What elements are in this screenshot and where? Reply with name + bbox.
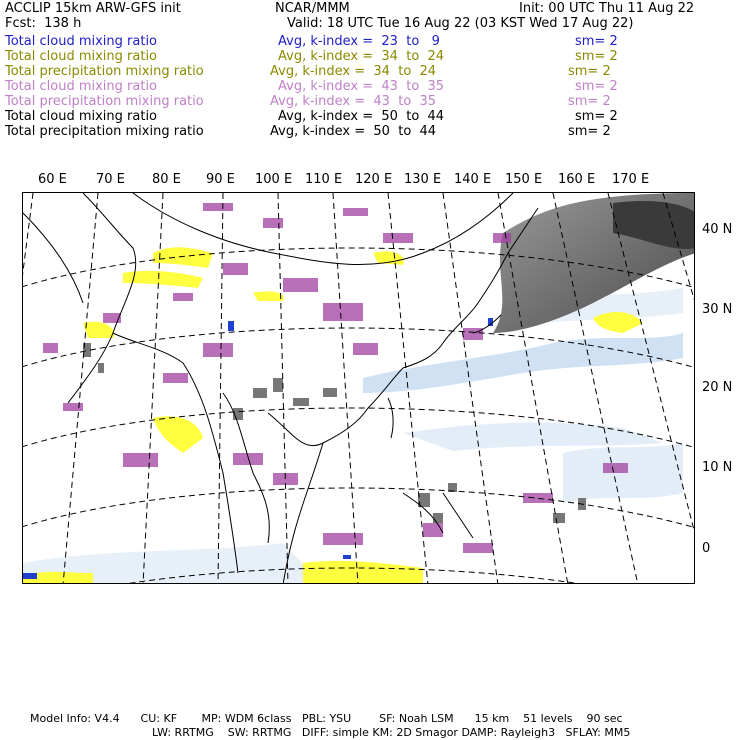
field-avg: Avg, k-index = 43 to 35 — [278, 79, 445, 94]
model-info-line2: LW: RRTMG SW: RRTMG DIFF: simple KM: 2D Smagor DAMP: Rayleigh3 SFLAY: MM5 — [152, 726, 631, 739]
field-sm: sm= 2 — [575, 79, 618, 94]
lat-label: 20 N — [702, 380, 733, 395]
model-info-line1: Model Info: V4.4 CU: KF MP: WDM 6class PBL: YSU SF: Noah LSM 15 km 51 levels 90 sec — [30, 712, 623, 725]
org-label: NCAR/MMM — [275, 1, 350, 16]
lon-label: 130 E — [404, 172, 442, 187]
field-name: Total precipitation mixing ratio — [5, 124, 204, 139]
lat-label: 30 N — [702, 302, 733, 317]
lat-label: 0 — [702, 541, 711, 556]
field-avg: Avg, k-index = 23 to 9 — [278, 34, 440, 49]
map-canvas — [23, 193, 695, 584]
field-sm: sm= 2 — [575, 49, 618, 64]
low-cloud-strong — [23, 318, 493, 579]
lon-label: 160 E — [558, 172, 596, 187]
field-name: Total cloud mixing ratio — [5, 49, 158, 64]
lon-label: 100 E — [255, 172, 293, 187]
field-name: Total cloud mixing ratio — [5, 109, 158, 124]
field-name: Total precipitation mixing ratio — [5, 64, 204, 79]
lon-label: 120 E — [355, 172, 393, 187]
field-avg: Avg, k-index = 34 to 24 — [278, 49, 445, 64]
field-avg: Avg, k-index = 43 to 35 — [270, 94, 437, 109]
lat-label: 40 N — [702, 222, 733, 237]
field-name: Total cloud mixing ratio — [5, 34, 158, 49]
field-avg: Avg, k-index = 34 to 24 — [270, 64, 437, 79]
lon-label: 60 E — [38, 172, 67, 187]
field-sm: sm= 2 — [568, 94, 611, 109]
valid-time: Valid: 18 UTC Tue 16 Aug 22 (03 KST Wed 17 Aug 22) — [287, 16, 634, 31]
field-name: Total cloud mixing ratio — [5, 79, 158, 94]
init-time: Init: 00 UTC Thu 11 Aug 22 — [519, 1, 695, 16]
lon-label: 80 E — [152, 172, 181, 187]
lon-label: 70 E — [96, 172, 125, 187]
field-name: Total precipitation mixing ratio — [5, 94, 204, 109]
field-avg: Avg, k-index = 50 to 44 — [270, 124, 437, 139]
lon-label: 170 E — [612, 172, 650, 187]
forecast-hour: Fcst: 138 h — [5, 16, 82, 31]
field-sm: sm= 2 — [568, 64, 611, 79]
lon-label: 150 E — [505, 172, 543, 187]
lon-label: 90 E — [206, 172, 235, 187]
lon-label: 110 E — [305, 172, 343, 187]
field-sm: sm= 2 — [575, 34, 618, 49]
field-sm: sm= 2 — [575, 109, 618, 124]
field-sm: sm= 2 — [568, 124, 611, 139]
lat-label: 10 N — [702, 460, 733, 475]
lon-label: 140 E — [454, 172, 492, 187]
model-title: ACCLIP 15km ARW-GFS init — [5, 1, 181, 16]
field-avg: Avg, k-index = 50 to 44 — [278, 109, 445, 124]
map-panel — [22, 192, 695, 584]
